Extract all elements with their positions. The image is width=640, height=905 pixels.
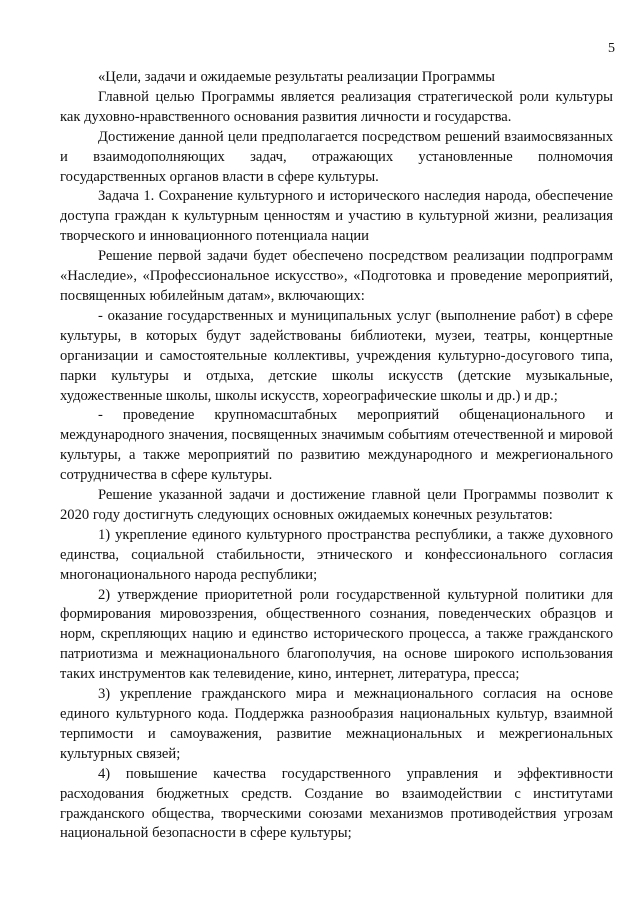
result-item-3: 3) укрепление гражданского мира и межнационального согласия на основе единого культурного кода. Поддержка разнообразия национальных культур, взаимной терпимости и самоуважения, развитие межнациональных и межрегиональных культурных связей; bbox=[60, 686, 613, 762]
list-item-services: - оказание государственных и муниципальных услуг (выполнение работ) в сфере культуры, в которых будут задействованы библиотеки, музеи, театры, концертные организации и самостоятельные коллективы, учреждения культурно-досугового типа, парки культуры и отдыха, детские школы искусств (детские музыкальные, художественные школы, школы искусств, хореографические школы и др.) и др.; bbox=[60, 307, 613, 404]
result-item-4: 4) повышение качества государственного управления и эффективности расходования бюджетных средств. Создание во взаимодействии с институтами гражданского общества, творческими союзами механизмов противодействия угрозам национальной безопасности в сфере культуры; bbox=[60, 765, 613, 842]
result-item-1: 1) укрепление единого культурного пространства республики, а также духовного единства, социальной стабильности, этнического и конфессионального согласия многонационального народа республики; bbox=[60, 526, 613, 583]
paragraph-achievement: Достижение данной цели предполагается посредством решений взаимосвязанных и взаимодополняющих задач, отражающих установленные полномочия государственных органов власти в сфере культуры. bbox=[60, 128, 613, 185]
page-body bbox=[60, 68, 613, 844]
list-item-events: - проведение крупномасштабных мероприятий общенационального и международного значения, посвященных значимым событиям отечественной и мировой культуры, а также мероприятий по развитию международного и межрегионального сотрудничества в сфере культуры. bbox=[60, 407, 613, 484]
result-item-2: 2) утверждение приоритетной роли государственной культурной политики для формирования мировоззрения, общественного сознания, поведенческих образцов и норм, скрепляющих нацию и единство исторического процесса, а также гражданского патриотизма и межнационального благополучия, на основе широкого использования таких инструментов как телевидение, кино, интернет, литература, пресса; bbox=[60, 586, 613, 683]
section-heading: «Цели, задачи и ожидаемые результаты реализации Программы bbox=[98, 69, 495, 85]
page-number: 5 bbox=[608, 41, 615, 56]
paragraph-task-1: Задача 1. Сохранение культурного и исторического наследия народа, обеспечение доступа граждан к культурным ценностям и участию в культурной жизни, реализация творческого и инновационного потенциала нации bbox=[60, 188, 613, 245]
paragraph-results-intro: Решение указанной задачи и достижение главной цели Программы позволит к 2020 году достигнуть следующих основных ожидаемых конечных результатов: bbox=[60, 487, 613, 523]
paragraph-task-solution: Решение первой задачи будет обеспечено посредством реализации подпрограмм «Наследие», «Профессиональное искусство», «Подготовка и проведение мероприятий, посвященных юбилейным датам», включающих: bbox=[60, 248, 613, 304]
paragraph-main-goal: Главной целью Программы является реализация стратегической роли культуры как духовно-нравственного основания развития личности и государства. bbox=[60, 88, 613, 125]
